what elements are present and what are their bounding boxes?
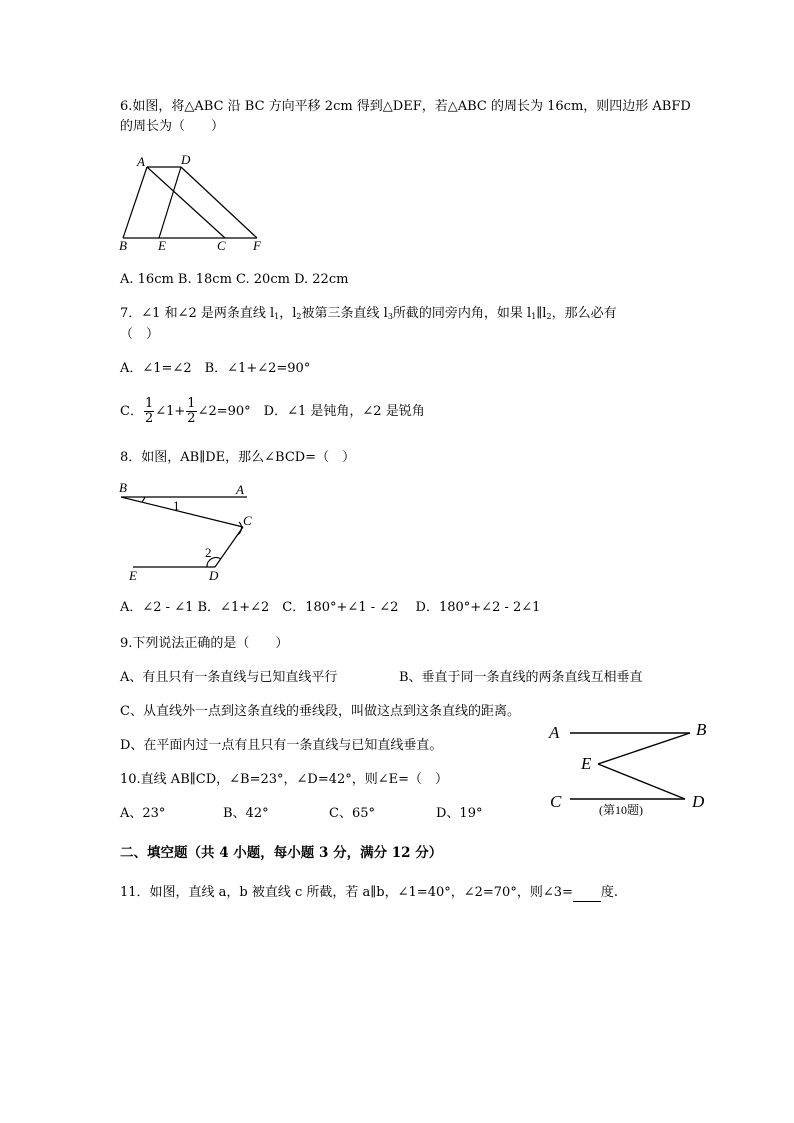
q11-stem-part: 度. [600,885,619,900]
fraction-half [186,397,196,426]
q7-option-cd [120,397,425,427]
label-B: B [119,238,127,252]
q6-figure [115,152,270,252]
q7-stem-part: 被第三条直线 l [301,306,388,321]
q7-paren: （ ） [120,327,160,342]
label-F: F [253,238,261,252]
q7-stem-part: 所截的同旁内角，如果 l [392,306,532,321]
angle-arc-1 [142,497,145,502]
answer-blank[interactable] [573,885,601,902]
q10-stem: 10.直线 AB∥CD，∠B=23°，∠D=42°，则∠E=（ ） [120,772,449,787]
fraction-half [144,397,154,426]
q6-stem-line1: 6.如图，将△ABC 沿 BC 方向平移 2cm 得到△DEF，若△ABC 的周长为 16cm，则四边形 ABFD [120,99,691,114]
label-D: D [692,792,705,811]
subscript: 3 [387,312,393,321]
q8-options: A．∠2 - ∠1 B．∠1+∠2 C．180°+∠1 - ∠2 D．180°+∠2 - 2∠1 [120,600,541,615]
segment-AB [123,167,147,238]
q7-stem-part: ，l [279,306,297,321]
subscript: 1 [274,312,280,321]
label-D: D [209,568,219,583]
label-A: A [137,154,145,169]
fraction-denominator: 2 [187,411,196,426]
segment-AC [147,167,225,238]
section-2-heading: 二、填空题（共 4 小题，每小题 3 分，满分 12 分） [120,845,443,861]
q6-options: A. 16cm B. 18cm C. 20cm D. 22cm [120,272,349,287]
option-c-part: ∠2=90° D．∠1 是钝角，∠2 是锐角 [197,404,425,419]
label-B: B [119,480,127,495]
label-D: D [181,152,191,167]
option-c-part: ∠1+ [155,404,186,419]
q10-option-c: C、65° [329,806,375,821]
label-E: E [129,568,137,583]
label-C: C [550,792,562,811]
segment-ED [598,764,685,799]
segment-DF [181,167,257,238]
q6-stem-line2: 的周长为（ ） [120,119,225,134]
fraction-denominator: 2 [144,411,154,426]
label-A: A [236,482,244,497]
q7-options-ab: A．∠1=∠2 B．∠1+∠2=90° [120,361,311,376]
fraction-numerator: 1 [144,396,154,411]
segment-DE [159,167,181,238]
q9-option-c: C、从直线外一点到这条直线的垂线段，叫做这点到这条直线的距离。 [120,704,520,719]
subscript: 2 [296,312,302,321]
q7-stem-part: ∥l [536,306,547,321]
q9-option-d: D、在平面内过一点有且只有一条直线与已知直线垂直。 [120,738,443,753]
label-A: A [549,723,560,742]
q7-stem-part: 7．∠1 和∠2 是两条直线 l [120,306,275,321]
q11-stem-part: 11．如图，直线 a，b 被直线 c 所截，若 a∥b，∠1=40°，∠2=70°，则∠3= [120,885,573,900]
label-C: C [217,238,226,252]
label-1: 1 [173,498,180,513]
label-E: E [581,754,592,773]
option-c-label: C． [120,404,143,419]
label-2: 2 [205,545,212,560]
fraction-numerator: 1 [187,396,196,411]
q10-figure [540,715,720,825]
q7-stem [120,306,617,325]
q9-stem: 9.下列说法正确的是（ ） [120,636,289,651]
q7-stem-part: ，那么必有 [551,306,617,321]
segment-CD [215,527,243,567]
subscript: 1 [531,312,537,321]
q10-option-d: D、19° [436,806,483,821]
segment-BC [121,497,243,527]
angle-arc-C [237,522,241,535]
q9-option-a: A、有且只有一条直线与已知直线平行 [120,670,338,685]
q11-stem [120,885,618,902]
q8-figure [115,478,260,586]
q10-option-a: A、23° [120,806,166,821]
subscript: 2 [546,312,552,321]
q10-option-b: B、42° [223,806,269,821]
segment-BE [598,733,690,764]
label-E: E [158,238,166,252]
label-B: B [696,720,707,739]
label-C: C [243,513,252,528]
q9-option-b: B、垂直于同一条直线的两条直线互相垂直 [399,670,643,685]
q8-stem: 8．如图，AB∥DE，那么∠BCD=（ ） [120,450,356,465]
q10-caption: (第10题) [599,803,643,817]
